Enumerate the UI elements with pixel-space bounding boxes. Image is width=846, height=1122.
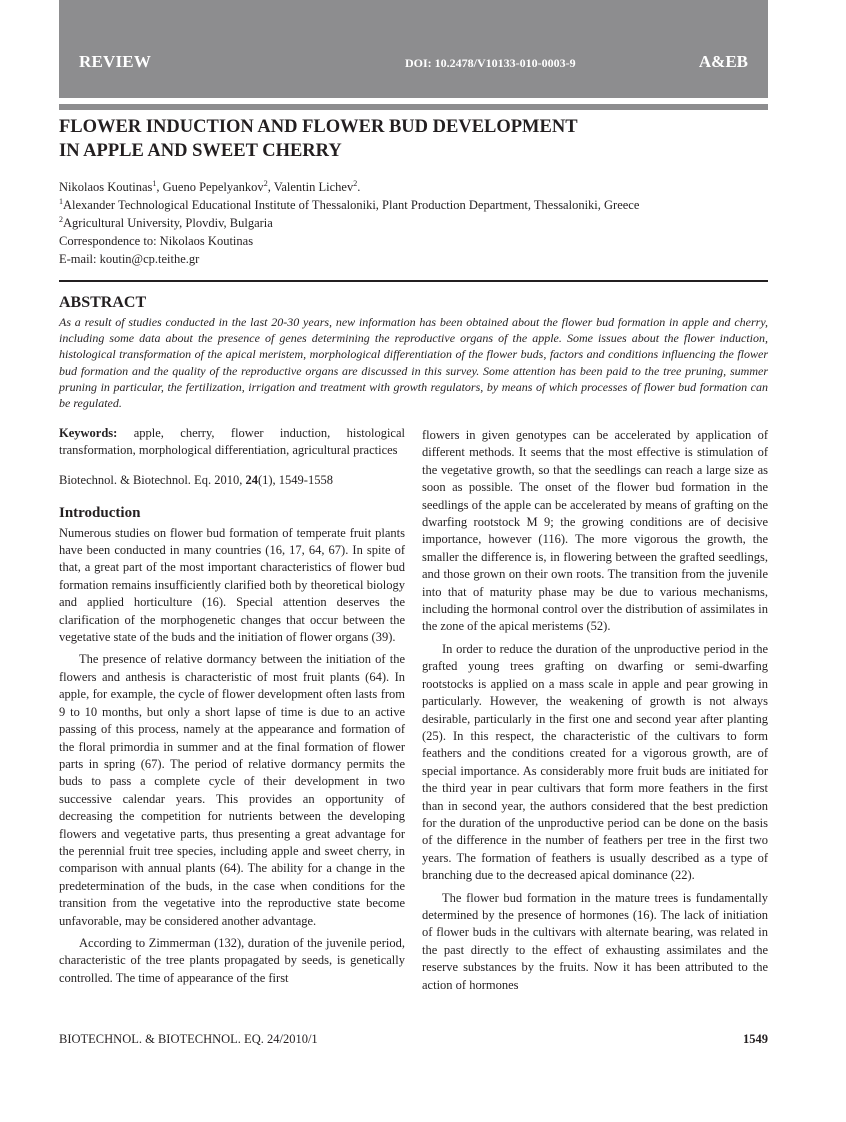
affiliation-2: $^2$Agricultural University, Plovdiv, Bulgaria (59, 214, 273, 230)
left-column (59, 425, 405, 987)
abstract-text: As a result of studies conducted in the last 20-30 years, new information has been obtained about the flower bud formation in apple and cherry, including some data about the presence of genes determining the reproductive organs of the apple. Some issues about the flower induction, histological transformation of the apical meristem, morphological differentiation of the flower buds, factors and conditions influencing the flower bud formation and the quality of the reproductive organs are discussed in this survey. Some attention has been paid to the tree pruning, summer pruning in particular, the fertilization, irrigation and treatment with growth regulators, by means of which processes of flower bud formation can be regulated. (59, 315, 768, 411)
paper-title (59, 115, 759, 163)
journal-abbr: A&EB (698, 52, 748, 71)
citation: Biotechnol. & Biotechnol. Eq. 2010, 24(1), 1549-1558 (59, 472, 333, 487)
title-line-1: FLOWER INDUCTION AND FLOWER BUD DEVELOPMENT (59, 117, 578, 137)
section-label: REVIEW (79, 52, 152, 71)
affiliation-1: $^1$Alexander Technological Educational Institute of Thessaloniki, Plant Production Department, Thessaloniki, Greece (59, 196, 640, 212)
email: E-mail: koutin@cp.teithe.gr (59, 252, 200, 266)
header-rule (59, 104, 768, 110)
abstract-heading: ABSTRACT (59, 294, 147, 311)
right-paragraph-3: The flower bud formation in the mature trees is fundamentally determined by the presence of hormones (16). The lack of initiation of flower buds in the cultivars with alternate bearing, was related in the past directly to the effect of exhausting assimilates and the reserve substances by the fruits. Now it has been attributed to the action of hormones (422, 890, 768, 992)
intro-paragraph-1: Numerous studies on flower bud formation of temperate fruit plants have been conducted in many countries (16, 17, 64, 67). In spite of that, a great part of the most important characteristics of flower bud formation remains insufficiently clarified both by theoretical biology and applied horticulture (16). Special attention deserves the clarification of the morphogenetic changes that occur between the vegetative state of the buds and the initiation of flower organs (39). (59, 525, 405, 645)
page-number: 1549 (743, 1032, 768, 1046)
separator-rule (59, 280, 768, 282)
introduction-heading: Introduction (59, 505, 141, 522)
intro-paragraph-2: The presence of relative dormancy between the initiation of the flowers and anthesis is characteristic of most fruit plants (64). In apple, for example, the cycle of flower development often lasts from 9 to 10 months, but only a short lapse of time is due to an active passing of this process, namely at the appearance and formation of the floral primordia in summer and at the final formation of flower parts in spring (67). The period of relative dormancy permits the buds to pass a complete cycle of their development in two successive calendar years. This provides an opportunity of decreasing the competition for nutrients between the developing flowers and vegetative parts, thus presenting a great advantage for the perennial fruit tree species, including apple and sweet cherry, in comparison with annual plants (64). The ability for a change in the predetermination of the buds, in the case when conditions for the transition from the vegetative into the reproductive state become unfavorable, may be considered another advantage. (59, 652, 405, 928)
right-column (422, 427, 768, 994)
author-list: Nikolaos Koutinas$^1$, Gueno Pepelyankov$^2$, Valentin Lichev$^2$. (59, 178, 361, 194)
right-paragraph-2: In order to reduce the duration of the unproductive period in the grafted young trees grafting on dwarfing or semi-dwarfing rootstocks is applied on a mass scale in apple and pear growing in particularly. However, the weakening of growth is not always desirable, particularly in the first one and second year after planting (25). In this respect, the characteristic of the cultivars to form feathers and the conditions created for a vigorous growth, are of special importance. As considerably more fruit buds are initiated for the third year in pear cultivars that form more feathers in the first than in second year, the authors considered that the best prediction for the duration of the unproductive period can be done on the basis of the difference in the number of feathers per tree in the first two years. The formation of feathers is usually described as a type of branching due to the decreased apical dominance (22). (422, 641, 768, 883)
title-line-2: IN APPLE AND SWEET CHERRY (59, 141, 342, 161)
doi-label: DOI: 10.2478/V10133-010-0003-9 (405, 56, 576, 70)
right-paragraph-1: flowers in given genotypes can be accelerated by application of different methods. It seems that the most effective is stimulation of the vegetative growth, so that the seedlings can reach a large size as soon as possible. The onset of the flower bud formation in the seedlings of the apple can be accelerated by means of grafting on the dwarfing rootstock M 9; the growing conditions are of decisive importance, however (116). The more vigorous the growth, the smaller the difference is, in flowering between the grafted seedlings, and those grown on their own roots. The transition from the juvenile into that of maturity phase may be due to various mechanisms, including the hormonal control over the distribution of assimilates in the zone of the apical meristems (52). (422, 428, 768, 634)
footer-journal: BIOTECHNOL. & BIOTECHNOL. EQ. 24/2010/1 (59, 1032, 318, 1046)
keywords: Keywords: apple, cherry, flower induction, histological transformation, morphological differentiation, agricultural practices (59, 426, 405, 458)
header-band (59, 0, 768, 98)
author-block (59, 178, 768, 268)
correspondence: Correspondence to: Nikolaos Koutinas (59, 234, 254, 248)
intro-paragraph-3: According to Zimmerman (132), duration of the juvenile period, characteristic of the tree plants propagated by seeds, is genetically controlled. The time of appearance of the first (59, 935, 405, 985)
